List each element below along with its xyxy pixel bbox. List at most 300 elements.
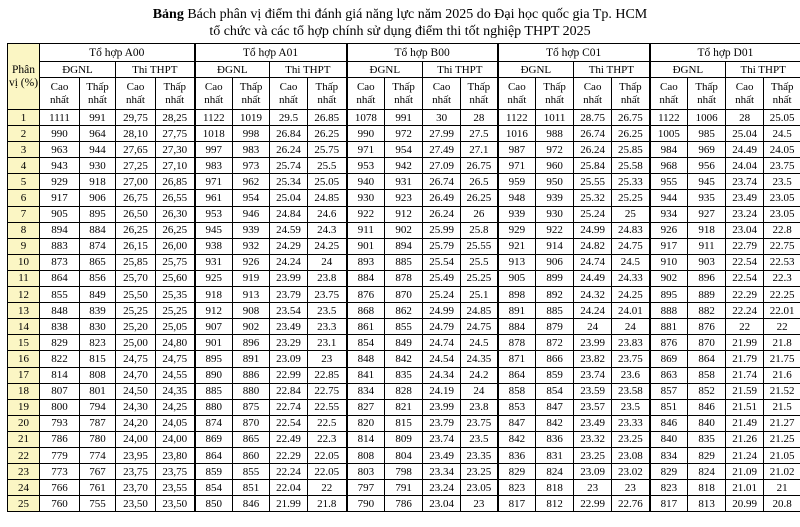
score-cell: 22 — [308, 480, 347, 496]
subheader-dgnl: ĐGNL — [347, 62, 423, 78]
score-cell: 889 — [688, 287, 726, 303]
score-cell: 839 — [80, 303, 116, 319]
min-header: Thấp nhất — [233, 78, 270, 110]
score-cell: 912 — [195, 303, 233, 319]
score-cell: 25.25 — [612, 190, 650, 206]
score-cell: 25.55 — [461, 238, 498, 254]
score-cell: 21.49 — [726, 415, 764, 431]
score-cell: 939 — [498, 206, 536, 222]
score-cell: 26.24 — [270, 142, 308, 158]
score-cell: 817 — [498, 496, 536, 512]
score-cell: 901 — [347, 238, 385, 254]
score-cell: 766 — [40, 480, 80, 496]
subheader-dgnl: ĐGNL — [498, 62, 574, 78]
score-cell: 25.75 — [308, 142, 347, 158]
score-cell: 23.8 — [308, 270, 347, 286]
score-cell: 25,70 — [116, 270, 156, 286]
rank-cell: 23 — [8, 464, 40, 480]
score-cell: 890 — [195, 367, 233, 383]
score-cell: 22.54 — [726, 270, 764, 286]
score-cell: 23,55 — [156, 480, 195, 496]
rank-cell: 17 — [8, 367, 40, 383]
score-cell: 26.24 — [574, 142, 612, 158]
subheader-dgnl: ĐGNL — [650, 62, 726, 78]
score-cell: 894 — [40, 222, 80, 238]
table-row — [8, 222, 800, 238]
score-cell: 22.55 — [308, 399, 347, 415]
score-cell: 809 — [385, 431, 423, 447]
score-cell: 24.85 — [461, 303, 498, 319]
table-row — [8, 206, 800, 222]
score-cell: 864 — [195, 447, 233, 463]
score-cell: 23.99 — [423, 399, 461, 415]
score-cell: 24,75 — [116, 351, 156, 367]
score-cell: 911 — [347, 222, 385, 238]
score-cell: 23.05 — [764, 206, 800, 222]
score-cell: 23.59 — [574, 383, 612, 399]
score-cell: 927 — [688, 206, 726, 222]
score-cell: 797 — [347, 480, 385, 496]
score-cell: 26.25 — [461, 190, 498, 206]
score-cell: 22.79 — [726, 238, 764, 254]
score-cell: 24,05 — [156, 415, 195, 431]
rank-cell: 11 — [8, 270, 40, 286]
score-cell: 24.6 — [308, 206, 347, 222]
score-cell: 968 — [650, 158, 688, 174]
score-cell: 26,00 — [156, 238, 195, 254]
score-cell: 30 — [423, 110, 461, 126]
score-cell: 24,80 — [156, 335, 195, 351]
score-cell: 23,70 — [116, 480, 156, 496]
score-cell: 835 — [688, 431, 726, 447]
score-cell: 27.5 — [461, 126, 498, 142]
score-cell: 24.2 — [461, 367, 498, 383]
score-cell: 21.8 — [308, 496, 347, 512]
score-cell: 926 — [650, 222, 688, 238]
score-cell: 25,25 — [156, 303, 195, 319]
score-cell: 930 — [347, 190, 385, 206]
score-cell: 24 — [308, 254, 347, 270]
group-header-b00: Tổ hợp B00 — [347, 44, 498, 62]
score-cell: 971 — [195, 174, 233, 190]
rank-cell: 3 — [8, 142, 40, 158]
score-cell: 895 — [80, 206, 116, 222]
table-title — [0, 0, 800, 42]
score-cell: 21.52 — [764, 383, 800, 399]
score-cell: 923 — [385, 190, 423, 206]
score-cell: 23.33 — [612, 415, 650, 431]
score-cell: 25.33 — [612, 174, 650, 190]
score-cell: 25.32 — [574, 190, 612, 206]
score-cell: 990 — [40, 126, 80, 142]
score-cell: 838 — [40, 319, 80, 335]
score-cell: 834 — [347, 383, 385, 399]
score-cell: 858 — [688, 367, 726, 383]
score-cell: 893 — [347, 254, 385, 270]
score-cell: 25.74 — [270, 158, 308, 174]
score-cell: 21.25 — [764, 431, 800, 447]
score-cell: 26,30 — [156, 206, 195, 222]
score-cell: 23.49 — [270, 319, 308, 335]
score-cell: 23.75 — [612, 351, 650, 367]
max-header: Cao nhất — [650, 78, 688, 110]
score-cell: 25,60 — [156, 270, 195, 286]
score-cell: 876 — [688, 319, 726, 335]
score-cell: 790 — [347, 496, 385, 512]
score-cell: 28,10 — [116, 126, 156, 142]
score-cell: 896 — [233, 335, 270, 351]
score-cell: 854 — [195, 480, 233, 496]
score-cell: 27.09 — [423, 158, 461, 174]
score-cell: 990 — [347, 126, 385, 142]
group-header-a00: Tổ hợp A00 — [40, 44, 195, 62]
group-header-c01: Tổ hợp C01 — [498, 44, 650, 62]
score-cell: 804 — [385, 447, 423, 463]
title-line-2: tổ chức và các tổ hợp chính sử dụng điểm thi tốt nghiệp THPT 2025 — [209, 24, 591, 39]
rank-header: Phân vị (%) — [8, 44, 40, 110]
score-cell: 846 — [688, 399, 726, 415]
score-cell: 1011 — [536, 110, 574, 126]
score-cell: 22.3 — [764, 270, 800, 286]
score-cell: 860 — [233, 447, 270, 463]
score-cell: 23.79 — [270, 287, 308, 303]
score-cell: 21.99 — [270, 496, 308, 512]
score-cell: 836 — [536, 431, 574, 447]
score-cell: 847 — [536, 399, 574, 415]
subheader-row — [8, 62, 800, 78]
score-cell: 23.5 — [461, 431, 498, 447]
score-cell: 803 — [347, 464, 385, 480]
score-cell: 864 — [498, 367, 536, 383]
score-cell: 878 — [498, 335, 536, 351]
min-header: Thấp nhất — [461, 78, 498, 110]
score-cell: 879 — [536, 319, 574, 335]
score-cell: 23.09 — [270, 351, 308, 367]
score-cell: 25 — [612, 206, 650, 222]
score-cell: 866 — [536, 351, 574, 367]
score-cell: 876 — [347, 287, 385, 303]
score-cell: 24.19 — [423, 383, 461, 399]
score-cell: 921 — [498, 238, 536, 254]
score-cell: 23.32 — [574, 431, 612, 447]
score-cell: 798 — [385, 464, 423, 480]
rank-cell: 2 — [8, 126, 40, 142]
score-cell: 28 — [461, 110, 498, 126]
score-cell: 870 — [233, 415, 270, 431]
score-cell: 25.05 — [308, 174, 347, 190]
score-cell: 953 — [347, 158, 385, 174]
score-cell: 21.99 — [726, 335, 764, 351]
score-cell: 934 — [650, 206, 688, 222]
score-cell: 24.99 — [423, 303, 461, 319]
score-cell: 26,25 — [156, 222, 195, 238]
score-cell: 26,55 — [156, 190, 195, 206]
score-cell: 823 — [498, 480, 536, 496]
score-cell: 25.58 — [612, 158, 650, 174]
score-cell: 23.58 — [612, 383, 650, 399]
score-cell: 846 — [650, 415, 688, 431]
score-cell: 918 — [195, 287, 233, 303]
score-cell: 24.25 — [308, 238, 347, 254]
score-cell: 1005 — [650, 126, 688, 142]
rank-cell: 24 — [8, 480, 40, 496]
score-cell: 817 — [650, 496, 688, 512]
score-cell: 23.25 — [461, 464, 498, 480]
score-cell: 28.75 — [574, 110, 612, 126]
score-cell: 896 — [688, 270, 726, 286]
score-cell: 23.5 — [308, 303, 347, 319]
score-cell: 895 — [195, 351, 233, 367]
score-cell: 23,75 — [156, 464, 195, 480]
score-cell: 22.3 — [308, 431, 347, 447]
score-cell: 26,85 — [156, 174, 195, 190]
score-cell: 943 — [40, 158, 80, 174]
table-row — [8, 399, 800, 415]
score-cell: 953 — [195, 206, 233, 222]
table-row — [8, 270, 800, 286]
score-cell: 969 — [688, 142, 726, 158]
table-row — [8, 126, 800, 142]
subheader-thpt: Thi THPT — [726, 62, 800, 78]
score-cell: 848 — [40, 303, 80, 319]
score-cell: 888 — [650, 303, 688, 319]
score-cell: 21.05 — [764, 447, 800, 463]
subheader-thpt: Thi THPT — [116, 62, 195, 78]
rank-cell: 21 — [8, 431, 40, 447]
score-cell: 27,30 — [156, 142, 195, 158]
score-cell: 779 — [40, 447, 80, 463]
score-cell: 24.82 — [574, 238, 612, 254]
score-cell: 872 — [536, 335, 574, 351]
score-cell: 24.79 — [423, 319, 461, 335]
score-cell: 24.29 — [270, 238, 308, 254]
score-cell: 24.04 — [726, 158, 764, 174]
score-cell: 899 — [536, 270, 574, 286]
score-cell: 23.05 — [764, 190, 800, 206]
min-header: Thấp nhất — [536, 78, 574, 110]
score-cell: 25.8 — [461, 222, 498, 238]
table-row — [8, 383, 800, 399]
score-cell: 23.79 — [423, 415, 461, 431]
score-cell: 23.09 — [574, 464, 612, 480]
score-cell: 21.02 — [764, 464, 800, 480]
score-cell: 24.24 — [574, 303, 612, 319]
score-cell: 28 — [726, 110, 764, 126]
score-cell: 774 — [80, 447, 116, 463]
score-cell: 27,25 — [116, 158, 156, 174]
score-cell: 959 — [498, 174, 536, 190]
score-cell: 882 — [688, 303, 726, 319]
score-cell: 956 — [688, 158, 726, 174]
score-cell: 821 — [385, 399, 423, 415]
score-cell: 831 — [536, 447, 574, 463]
score-cell: 918 — [688, 222, 726, 238]
score-cell: 945 — [195, 222, 233, 238]
score-cell: 24,50 — [116, 383, 156, 399]
score-cell: 829 — [650, 464, 688, 480]
score-cell: 945 — [688, 174, 726, 190]
score-cell: 22.24 — [726, 303, 764, 319]
score-cell: 24.34 — [423, 367, 461, 383]
score-cell: 23.25 — [612, 431, 650, 447]
score-cell: 23.3 — [308, 319, 347, 335]
score-cell: 22.04 — [270, 480, 308, 496]
score-cell: 962 — [233, 174, 270, 190]
rank-cell: 4 — [8, 158, 40, 174]
score-cell: 23.54 — [270, 303, 308, 319]
score-cell: 869 — [195, 431, 233, 447]
score-cell: 907 — [195, 319, 233, 335]
score-cell: 820 — [347, 415, 385, 431]
score-cell: 859 — [536, 367, 574, 383]
score-cell: 21 — [764, 480, 800, 496]
score-cell: 815 — [80, 351, 116, 367]
score-cell: 24 — [612, 319, 650, 335]
table-body — [8, 110, 800, 512]
score-cell: 906 — [536, 254, 574, 270]
score-cell: 24,30 — [116, 399, 156, 415]
score-cell: 1122 — [650, 110, 688, 126]
subheader-thpt: Thi THPT — [270, 62, 347, 78]
score-cell: 24.75 — [612, 238, 650, 254]
score-cell: 871 — [498, 351, 536, 367]
table-row — [8, 480, 800, 496]
score-cell: 23.02 — [612, 464, 650, 480]
score-cell: 818 — [536, 480, 574, 496]
score-cell: 23.99 — [574, 335, 612, 351]
score-cell: 873 — [40, 254, 80, 270]
score-cell: 961 — [195, 190, 233, 206]
score-cell: 24,20 — [116, 415, 156, 431]
score-cell: 834 — [650, 447, 688, 463]
score-cell: 988 — [536, 126, 574, 142]
score-cell: 913 — [233, 287, 270, 303]
score-cell: 863 — [650, 367, 688, 383]
score-cell: 808 — [347, 447, 385, 463]
score-cell: 25.79 — [423, 238, 461, 254]
score-cell: 827 — [347, 399, 385, 415]
score-cell: 26,25 — [116, 222, 156, 238]
score-cell: 926 — [233, 254, 270, 270]
score-cell: 24.01 — [612, 303, 650, 319]
score-cell: 25,20 — [116, 319, 156, 335]
min-header: Thấp nhất — [308, 78, 347, 110]
table-row — [8, 158, 800, 174]
score-cell: 26,50 — [116, 206, 156, 222]
score-cell: 878 — [385, 270, 423, 286]
subheader-dgnl: ĐGNL — [195, 62, 270, 78]
score-cell: 829 — [40, 335, 80, 351]
score-cell: 985 — [688, 126, 726, 142]
score-cell: 23.5 — [764, 174, 800, 190]
title-line-1-text: Bách phân vị điểm thi đánh giá năng lực năm 2025 do Đại học quốc gia Tp. HCM — [183, 7, 648, 22]
score-cell: 886 — [233, 367, 270, 383]
score-cell: 24,55 — [156, 367, 195, 383]
score-cell: 944 — [650, 190, 688, 206]
score-cell: 22.75 — [308, 383, 347, 399]
score-cell: 913 — [498, 254, 536, 270]
score-cell: 24.49 — [726, 142, 764, 158]
score-cell: 22.05 — [308, 447, 347, 463]
score-cell: 1016 — [498, 126, 536, 142]
score-cell: 914 — [536, 238, 574, 254]
score-cell: 864 — [688, 351, 726, 367]
table-row — [8, 496, 800, 512]
score-cell: 26.84 — [270, 126, 308, 142]
score-cell: 983 — [233, 142, 270, 158]
score-cell: 894 — [385, 238, 423, 254]
rank-cell: 22 — [8, 447, 40, 463]
score-cell: 903 — [688, 254, 726, 270]
score-cell: 908 — [233, 303, 270, 319]
score-cell: 22.74 — [270, 399, 308, 415]
score-cell: 21.79 — [726, 351, 764, 367]
score-cell: 22.5 — [308, 415, 347, 431]
min-header: Thấp nhất — [764, 78, 800, 110]
score-cell: 875 — [233, 399, 270, 415]
score-cell: 25,00 — [116, 335, 156, 351]
table-row — [8, 335, 800, 351]
table-row — [8, 238, 800, 254]
group-header-a01: Tổ hợp A01 — [195, 44, 347, 62]
min-header: Thấp nhất — [80, 78, 116, 110]
score-cell: 918 — [80, 174, 116, 190]
score-cell: 808 — [80, 367, 116, 383]
table-row — [8, 367, 800, 383]
score-cell: 24.83 — [612, 222, 650, 238]
score-cell: 930 — [536, 206, 574, 222]
score-cell: 987 — [498, 142, 536, 158]
score-cell: 21.26 — [726, 431, 764, 447]
rank-cell: 12 — [8, 287, 40, 303]
rank-cell: 18 — [8, 383, 40, 399]
score-cell: 25.25 — [461, 270, 498, 286]
score-cell: 25.5 — [308, 158, 347, 174]
score-cell: 891 — [233, 351, 270, 367]
score-cell: 27,75 — [156, 126, 195, 142]
min-header: Thấp nhất — [156, 78, 195, 110]
score-cell: 25,75 — [156, 254, 195, 270]
min-header: Thấp nhất — [688, 78, 726, 110]
score-cell: 950 — [536, 174, 574, 190]
rank-cell: 8 — [8, 222, 40, 238]
score-cell: 919 — [233, 270, 270, 286]
score-cell: 23.74 — [574, 367, 612, 383]
score-cell: 931 — [385, 174, 423, 190]
score-cell: 24.99 — [574, 222, 612, 238]
score-cell: 22 — [764, 319, 800, 335]
score-cell: 854 — [536, 383, 574, 399]
score-cell: 23,80 — [156, 447, 195, 463]
title-line-1 — [0, 6, 800, 23]
score-cell: 23.49 — [574, 415, 612, 431]
score-cell: 22.75 — [764, 238, 800, 254]
score-cell: 23,50 — [116, 496, 156, 512]
score-cell: 828 — [385, 383, 423, 399]
score-cell: 21.24 — [726, 447, 764, 463]
score-cell: 24.3 — [308, 222, 347, 238]
score-cell: 23.75 — [461, 415, 498, 431]
table-row — [8, 351, 800, 367]
score-cell: 884 — [498, 319, 536, 335]
score-cell: 21.51 — [726, 399, 764, 415]
score-cell: 22.85 — [308, 367, 347, 383]
score-cell: 854 — [347, 335, 385, 351]
score-cell: 840 — [650, 431, 688, 447]
score-cell: 954 — [385, 142, 423, 158]
score-cell: 991 — [80, 110, 116, 126]
score-cell: 1122 — [195, 110, 233, 126]
